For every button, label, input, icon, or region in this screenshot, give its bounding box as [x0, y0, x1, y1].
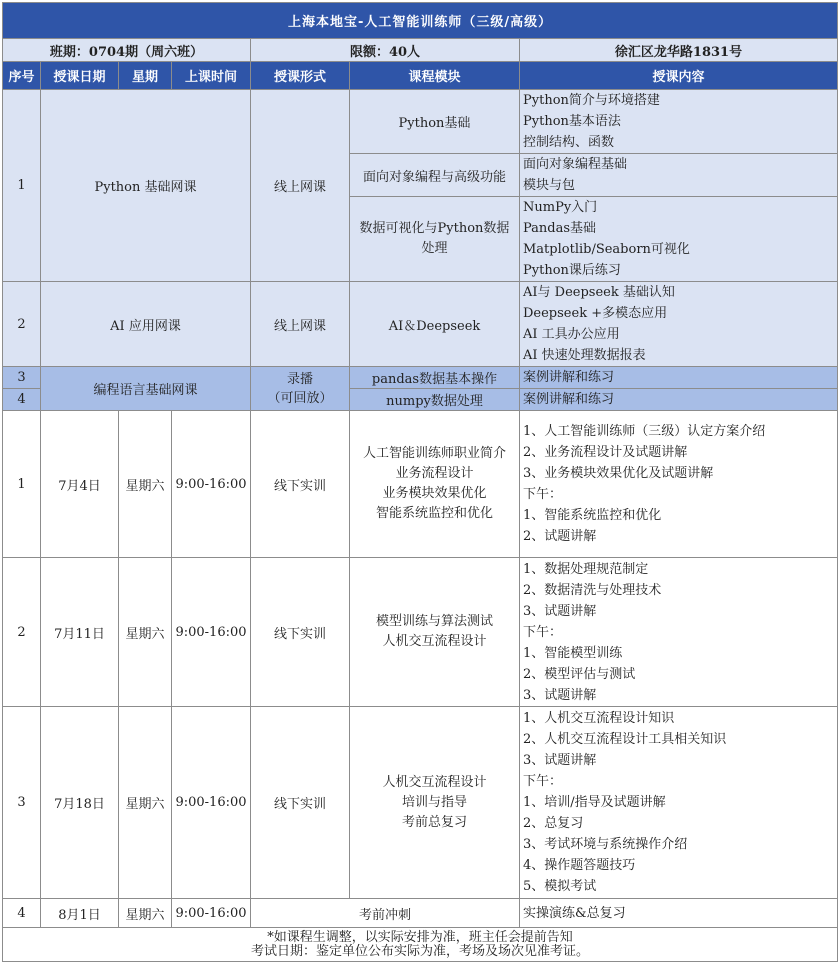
- course-form: 线上网课: [251, 282, 350, 367]
- content-line: Python简介与环境搭建: [523, 93, 660, 108]
- content-line: Pandas基础: [523, 221, 597, 236]
- module-line: 人机交互流程设计: [382, 774, 487, 790]
- module-content: 案例讲解和练习: [520, 367, 838, 389]
- module-title: numpy数据处理: [350, 389, 520, 411]
- module-line: 智能系统监控和优化: [375, 506, 493, 521]
- content-line: Python基本语法: [523, 114, 621, 129]
- page-title: 上海本地宝-人工智能训练师（三级/高级）: [3, 3, 838, 39]
- session-form: 线下实训: [251, 707, 350, 899]
- content-line: 3、试题讲解: [523, 753, 597, 768]
- footnote: [3, 928, 838, 962]
- module-line: 业务流程设计: [395, 466, 474, 481]
- header-no: 序号: [3, 62, 41, 90]
- content-line: 下午：: [523, 774, 563, 789]
- module-line: 考前总复习: [401, 814, 467, 830]
- module-line: 业务模块效果优化: [382, 486, 487, 501]
- session-time: 9:00-16:00: [172, 707, 251, 899]
- session-time: 9:00-16:00: [172, 558, 251, 707]
- content-line: 1、智能模型训练: [523, 645, 623, 661]
- session-weekday: 星期六: [119, 558, 172, 707]
- module-line: 模型训练与算法测试: [375, 614, 493, 629]
- row-no: 4: [3, 389, 41, 411]
- content-line: 2、业务流程设计及试题讲解: [523, 445, 688, 460]
- session-date: 7月11日: [41, 558, 119, 707]
- row-no: 1: [3, 411, 41, 558]
- session-weekday: 星期六: [119, 707, 172, 899]
- content-line: Python课后练习: [523, 263, 621, 278]
- content-line: 3、试题讲解: [523, 687, 597, 703]
- content-line: 1、数据处理规范制定: [523, 561, 649, 577]
- content-line: Deepseek +多模态应用: [523, 306, 668, 321]
- note-line: *如课程生调整，以实际安排为准，班主任会提前告知: [267, 929, 573, 945]
- content-line: AI 快速处理数据报表: [523, 348, 646, 363]
- content-line: 模块与包: [523, 178, 576, 193]
- row-no: 2: [3, 282, 41, 367]
- module-content: [520, 154, 838, 197]
- module-line: 人工智能训练师职业简介: [362, 446, 506, 461]
- course-schedule-table: [2, 2, 838, 962]
- content-line: 下午：: [523, 624, 563, 640]
- content-line: 3、考试环境与系统操作介绍: [523, 837, 688, 852]
- header-date: 授课日期: [41, 62, 119, 90]
- class-address: 徐汇区龙华路1831号: [520, 39, 838, 62]
- session-content: 实操演练&总复习: [520, 899, 838, 928]
- content-line: 1、人机交互流程设计知识: [523, 711, 675, 726]
- module-content: 案例讲解和练习: [520, 389, 838, 411]
- content-line: 2、试题讲解: [523, 529, 597, 544]
- content-line: 2、数据清洗与处理技术: [523, 582, 662, 598]
- content-line: 3、试题讲解: [523, 603, 597, 619]
- form-line: 录播: [286, 371, 313, 387]
- class-period: 班期：0704期（周六班）: [3, 39, 251, 62]
- course-form: [251, 367, 350, 411]
- header-form: 授课形式: [251, 62, 350, 90]
- session-content: [520, 558, 838, 707]
- course-form: 线上网课: [251, 90, 350, 282]
- header-module: 课程模块: [350, 62, 520, 90]
- content-line: AI与 Deepseek 基础认知: [523, 285, 675, 300]
- module-content: [520, 197, 838, 282]
- content-line: 控制结构、函数: [523, 135, 615, 150]
- session-date: 7月18日: [41, 707, 119, 899]
- session-module: 考前冲刺: [251, 899, 520, 928]
- content-line: 1、智能系统监控和优化: [523, 508, 662, 523]
- module-title: pandas数据基本操作: [350, 367, 520, 389]
- module-line: 人机交互流程设计: [382, 634, 487, 649]
- session-modules: [350, 558, 520, 707]
- content-line: 面向对象编程基础: [523, 157, 628, 172]
- session-weekday: 星期六: [119, 411, 172, 558]
- content-line: 2、人机交互流程设计工具相关知识: [523, 732, 727, 747]
- content-line: 1、培训/指导及试题讲解: [523, 795, 666, 810]
- header-content: 授课内容: [520, 62, 838, 90]
- session-content: [520, 411, 838, 558]
- module-content: [520, 90, 838, 154]
- module-title: Python基础: [350, 90, 520, 154]
- session-modules: [350, 411, 520, 558]
- content-line: 下午：: [523, 487, 563, 502]
- row-no: 3: [3, 707, 41, 899]
- content-line: 4、操作题答题技巧: [523, 858, 636, 873]
- session-modules: [350, 707, 520, 899]
- row-no: 4: [3, 899, 41, 928]
- module-line: 培训与指导: [401, 794, 467, 810]
- row-no: 2: [3, 558, 41, 707]
- session-time: 9:00-16:00: [172, 411, 251, 558]
- module-title: 面向对象编程与高级功能: [350, 154, 520, 197]
- row-no: 3: [3, 367, 41, 389]
- content-line: 1、人工智能训练师（三级）认定方案介绍: [523, 424, 766, 439]
- module-title: 数据可视化与Python数据处理: [350, 197, 520, 282]
- content-line: NumPy入门: [523, 200, 598, 215]
- content-line: 2、模型评估与测试: [523, 666, 636, 682]
- course-name: Python 基础网课: [41, 90, 251, 282]
- header-time: 上课时间: [172, 62, 251, 90]
- content-line: AI 工具办公应用: [523, 327, 620, 342]
- session-date: 8月1日: [41, 899, 119, 928]
- session-weekday: 星期六: [119, 899, 172, 928]
- course-name: 编程语言基础网课: [41, 367, 251, 411]
- module-content: [520, 282, 838, 367]
- session-form: 线下实训: [251, 411, 350, 558]
- form-line: （可回放）: [267, 390, 333, 406]
- content-line: 5、模拟考试: [523, 879, 597, 894]
- row-no: 1: [3, 90, 41, 282]
- session-date: 7月4日: [41, 411, 119, 558]
- module-title: AI＆Deepseek: [350, 282, 520, 367]
- session-form: 线下实训: [251, 558, 350, 707]
- content-line: 2、总复习: [523, 816, 584, 831]
- session-time: 9:00-16:00: [172, 899, 251, 928]
- session-content: [520, 707, 838, 899]
- course-name: AI 应用网课: [41, 282, 251, 367]
- header-weekday: 星期: [119, 62, 172, 90]
- class-quota: 限额：40人: [251, 39, 520, 62]
- content-line: 3、业务模块效果优化及试题讲解: [523, 466, 714, 481]
- content-line: Matplotlib/Seaborn可视化: [523, 242, 690, 257]
- note-line: 考试日期：鉴定单位公布实际为准，考场及场次见准考证。: [251, 943, 590, 959]
